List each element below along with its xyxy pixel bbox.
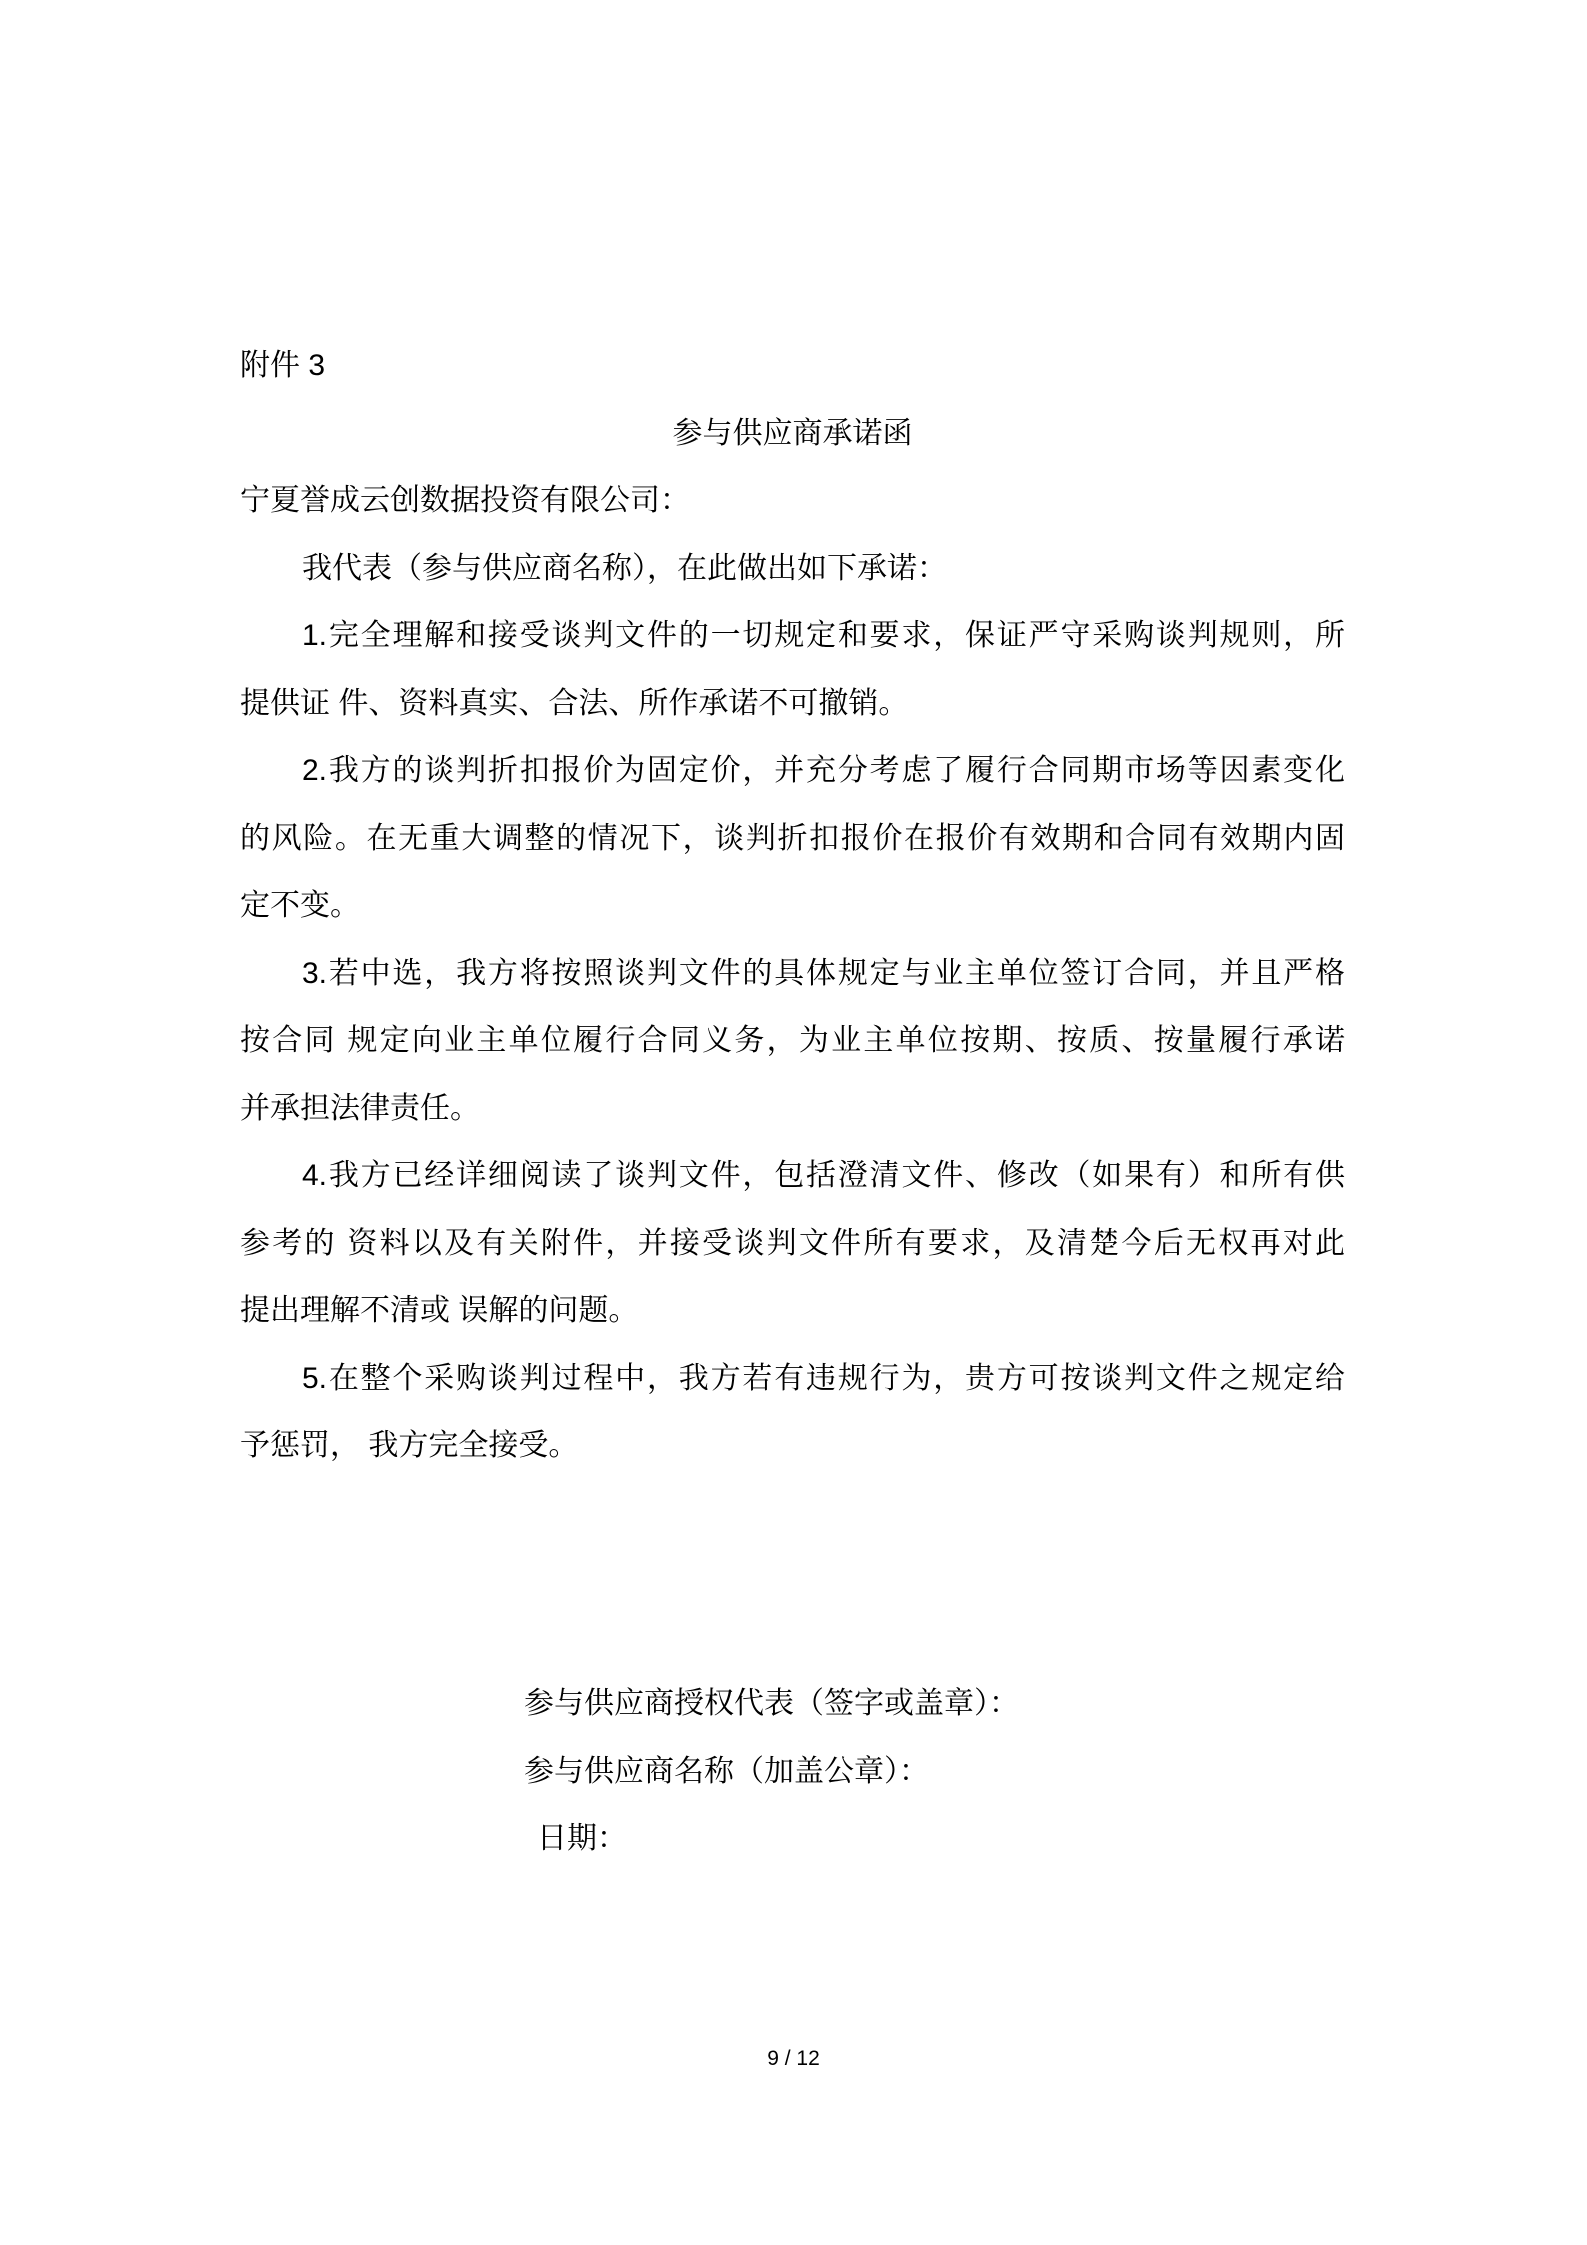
clause-3-line-2: 按合同 规定向业主单位履行合同义务，为业主单位按期、按质、按量履行承诺: [240, 1024, 1345, 1057]
signature-block: [524, 1670, 1019, 1873]
clause-1-line-1: 1.完全理解和接受谈判文件的一切规定和要求，保证严守采购谈判规则，所: [302, 619, 1345, 652]
signature-line-representative: 参与供应商授权代表（签字或盖章）：: [524, 1687, 1019, 1720]
clause-5-line-2: 予惩罚， 我方完全接受。: [240, 1429, 579, 1462]
attachment-label: 附件 3: [240, 349, 326, 382]
intro-line: 我代表（参与供应商名称），在此做出如下承诺：: [302, 551, 947, 585]
page-number: 9 / 12: [767, 2047, 820, 2070]
document-title: 参与供应商承诺函: [672, 416, 913, 450]
page-footer: [0, 2044, 1587, 2074]
clause-4-line-3: 提出理解不清或 误解的问题。: [240, 1294, 639, 1327]
clause-3-line-3: 并承担法律责任。: [240, 1091, 480, 1125]
document-body: [240, 332, 1345, 1480]
clause-2-line-1: 2.我方的谈判折扣报价为固定价，并充分考虑了履行合同期市场等因素变化: [302, 754, 1345, 787]
clause-2-line-2: 的风险。在无重大调整的情况下，谈判折扣报价在报价有效期和合同有效期内固: [240, 821, 1345, 855]
clause-2-line-3: 定不变。: [240, 889, 360, 922]
clause-5-line-1: 5.在整个采购谈判过程中，我方若有违规行为，贵方可按谈判文件之规定给: [302, 1361, 1345, 1395]
signature-line-company: 参与供应商名称（加盖公章）：: [524, 1754, 929, 1788]
addressee-line: 宁夏誉成云创数据投资有限公司：: [240, 484, 690, 517]
clause-4-line-1: 4.我方已经详细阅读了谈判文件，包括澄清文件、修改（如果有）和所有供: [302, 1159, 1345, 1192]
clause-1-line-2: 提供证 件、资料真实、合法、所作承诺不可撤销。: [240, 686, 909, 720]
clause-3-line-1: 3.若中选，我方将按照谈判文件的具体规定与业主单位签订合同，并且严格: [302, 956, 1345, 990]
signature-line-date: 日期：: [537, 1822, 627, 1855]
clause-4-line-2: 参考的 资料以及有关附件，并接受谈判文件所有要求，及清楚今后无权再对此: [240, 1226, 1345, 1260]
